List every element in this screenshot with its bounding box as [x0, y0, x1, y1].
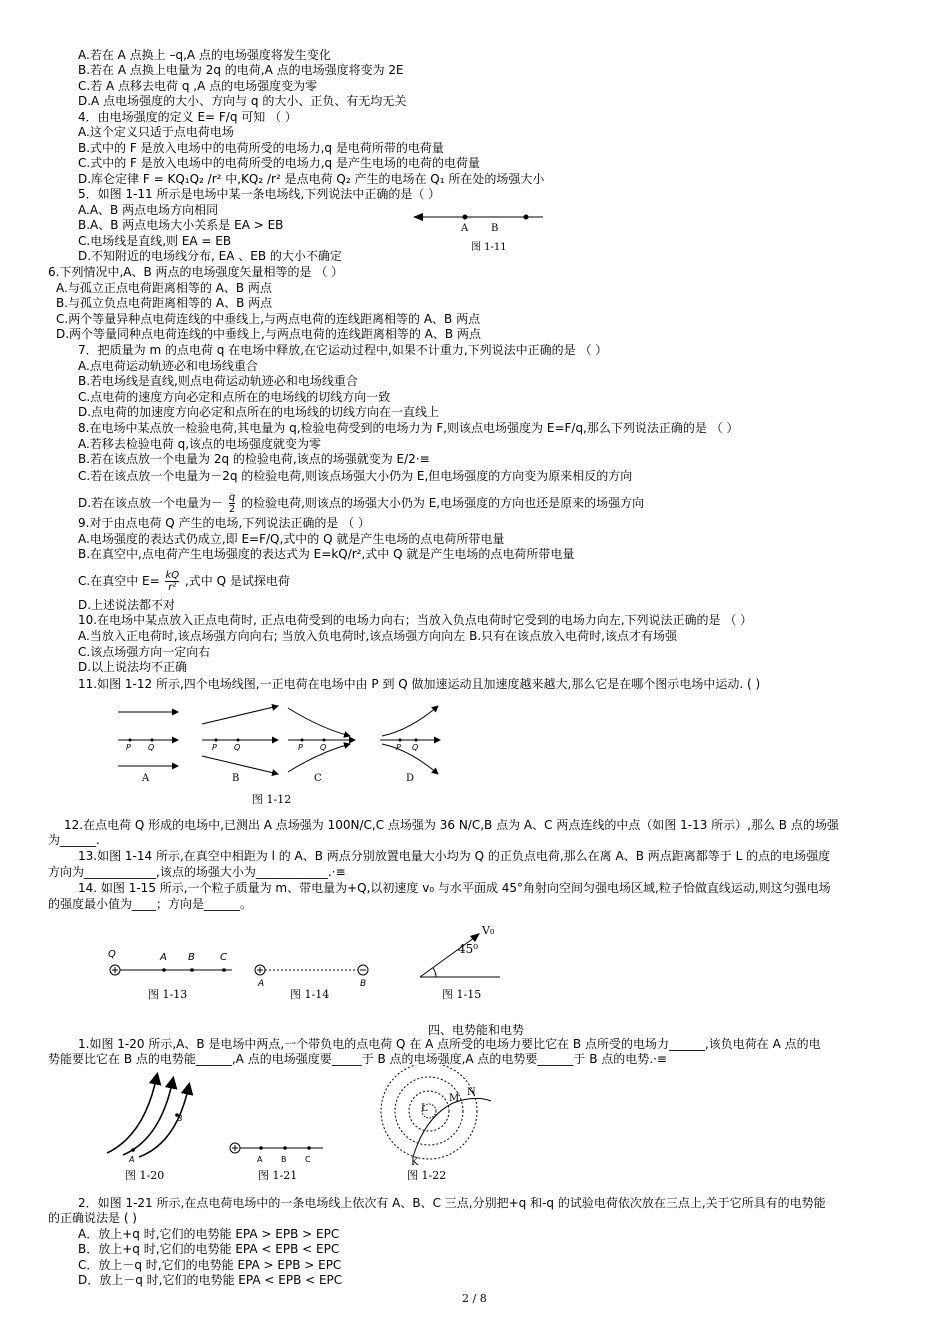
q9-option-a: A.电场强度的表达式仍成立,即 E=F/Q,式中的 Q 就是产生电场的点电荷所带电量 — [78, 532, 505, 546]
fig-1-22-k: K — [411, 1157, 419, 1168]
figures-1-13-to-1-15 — [100, 920, 520, 1005]
q14-stem-cont: 的强度最小值为____；方向是______。 — [48, 897, 253, 911]
fig-1-11-caption: 图 1-11 — [471, 242, 507, 253]
fraction-q-over-2 — [229, 492, 235, 515]
q9-option-c-prefix: C.在真空中 E= — [78, 574, 160, 588]
q6-option-b: B.与孤立负点电荷距离相等的 A、B 两点 — [56, 296, 273, 310]
q12-stem-cont: 为______. — [48, 833, 100, 847]
fig-1-12-c-p: P — [298, 743, 303, 752]
fig-1-12-option-c — [288, 708, 355, 784]
q7-stem: 7．把质量为 m 的点电荷 q 在电场中释放,在它运动过程中,如果不计重力,下列说法中正确的是 （ ） — [78, 343, 608, 357]
s4-q2-option-b: B．放上+q 时,它们的电势能 EPA < EPB < EPC — [78, 1242, 340, 1256]
q5-stem: 5．如图 1-11 所示是电场中某一条电场线,下列说法中正确的是（ ） — [78, 187, 441, 201]
q3-option-a: A.若在 A 点换上 –q,A 点的电场强度将发生变化 — [78, 48, 331, 62]
q7-option-a: A.点电荷运动轨迹必和电场线重合 — [78, 359, 258, 373]
fig-1-12-label-d: D — [406, 773, 415, 784]
q8-option-d — [78, 492, 644, 515]
fig-1-22-m: M — [449, 1093, 460, 1104]
fig-1-12-option-b — [202, 706, 278, 784]
figure-1-20 — [107, 1075, 189, 1182]
fig-1-12-d-q: Q — [412, 743, 419, 752]
figure-1-12 — [110, 700, 460, 812]
q6-option-c: C.两个等量异种点电荷连线的中垂线上,与两点电荷的连线距离相等的 A、B 两点 — [56, 312, 481, 326]
fig-1-12-a-p: P — [126, 743, 131, 752]
figure-1-13 — [108, 949, 232, 1001]
q13-stem-cont: 方向为____________,该点的场强大小为____________.·≡ — [48, 865, 346, 879]
figure-1-22 — [381, 1065, 491, 1182]
q13-stem: 13.如图 1-14 所示,在真空中相距为 l 的 A、B 两点分别放置电量大小均为 Q 的正负点电荷,那么在离 A、B 两点距离都等于 L 的点的电场强度 — [78, 849, 831, 863]
fig-1-12-c-q: Q — [320, 743, 327, 752]
q7-option-b: B.若电场线是直线,则点电荷运动轨迹必和电场线重合 — [78, 374, 358, 388]
fig-1-14-b: B — [360, 979, 367, 989]
fig-1-11-label-b: B — [491, 223, 499, 234]
q4-option-b: B.式中的 F 是放入电场中的电荷所受的电场力,q 是电荷所带的电荷量 — [78, 141, 444, 155]
q3-option-d: D.A 点电场强度的大小、方向与 q 的大小、正负、有无均无关 — [78, 94, 407, 108]
fraction-denominator: r² — [168, 582, 177, 593]
fig-1-13-a: A — [160, 952, 167, 963]
figures-1-20-to-1-22 — [95, 1065, 515, 1187]
figure-1-14 — [255, 965, 368, 1001]
q6-stem: 6.下列情况中,A、B 两点的电场强度矢量相等的是 （ ） — [48, 265, 344, 279]
q9-option-c-suffix: ,式中 Q 是试探电荷 — [184, 574, 290, 588]
fig-1-12-a-q: Q — [148, 743, 155, 752]
q4-option-a: A.这个定义只适于点电荷电场 — [78, 125, 234, 139]
fig-1-21-b: B — [281, 1155, 287, 1164]
fig-1-15-angle: 45⁰ — [458, 942, 479, 956]
fig-1-13-caption: 图 1-13 — [148, 988, 188, 1001]
fig-1-21-c: C — [305, 1155, 311, 1164]
q10-stem: 10.在电场中某点放入正点电荷时, 正点电荷受到的电场力向右；当放入负点电荷时它受到的电场力向左,下列说法正确的是 （ ） — [78, 613, 753, 627]
q3-option-c: C.若 A 点移去电荷 q ,A 点的电场强度变为零 — [78, 79, 318, 93]
s4-q2-stem-cont: 的正确说法是 ( ) — [48, 1211, 137, 1225]
q5-option-d: D.不知附近的电场线分布, EA 、EB 的大小不确定 — [78, 249, 342, 263]
fig-1-22-caption: 图 1-22 — [407, 1169, 447, 1182]
fig-1-12-label-a: A — [142, 773, 150, 784]
fig-1-12-b-q: Q — [234, 743, 241, 752]
q6-option-a: A.与孤立正点电荷距离相等的 A、B 两点 — [56, 281, 272, 295]
fraction-numerator: q — [228, 492, 236, 503]
fig-1-21-a: A — [257, 1155, 263, 1164]
fig-1-13-c: C — [220, 952, 227, 963]
fig-1-13-q: Q — [108, 949, 116, 960]
fig-1-13-b: B — [188, 952, 195, 963]
q8-stem: 8.在电场中某点放一检验电荷,其电量为 q,检验电荷受到的电场力为 F,则该点电场强度为 E=F/q,那么下列说法正确的是 （ ） — [78, 421, 739, 435]
fig-1-12-d-p: P — [396, 743, 401, 752]
s4-q1-stem: 1.如图 1-20 所示,A、B 是电场中两点,一个带负电的点电荷 Q 在 A 点所受的电场力要比它在 B 点所受的电场力______,该负电荷在 A 点的电 — [78, 1037, 821, 1051]
fig-1-12-option-d — [380, 706, 440, 784]
fig-1-20-caption: 图 1-20 — [125, 1169, 165, 1182]
fig-1-12-label-c: C — [314, 773, 322, 784]
q10-options-ab: A.当放入正电荷时,该点场强方向向右; 当放入负电荷时,该点场强方向向左 B.只有在该点放入电荷时,该点才有场强 — [78, 629, 677, 643]
fig-1-15-caption: 图 1-15 — [442, 988, 482, 1001]
fraction-denominator: 2 — [228, 504, 236, 515]
q10-option-d: D.以上说法均不正确 — [78, 660, 188, 674]
q5-option-a: A.A、B 两点电场方向相同 — [78, 203, 219, 217]
q7-option-d: D.点电荷的加速度方向必定和点所在的电场线的切线方向在一直线上 — [78, 405, 440, 419]
q5-option-c: C.电场线是直线,则 EA = EB — [78, 234, 232, 248]
fig-1-22-l: L — [421, 1103, 428, 1114]
fig-1-15-v0: V₀ — [482, 924, 495, 937]
q10-option-c: C.该点场强方向一定向右 — [78, 645, 211, 659]
fig-1-22-n: N — [467, 1087, 476, 1098]
q12-stem: 12.在点电荷 Q 形成的电场中,已测出 A 点场强为 100N/C,C 点场强为 36 N/C,B 点为 A、C 两点连线的中点（如图 1-13 所示）,那么 B 点的场强 — [64, 818, 839, 832]
q8-option-a: A.若移去检验电荷 q,该点的电场强度就变为零 — [78, 437, 322, 451]
fig-1-12-caption: 图 1-12 — [252, 793, 292, 806]
q8-option-b: B.若在该点放一个电量为 2q 的检验电荷,该点的场强就变为 E/2·≡ — [78, 452, 430, 466]
fig-1-12-label-b: B — [232, 773, 240, 784]
fraction-numerator: kQ — [165, 570, 180, 581]
fig-1-14-caption: 图 1-14 — [290, 988, 330, 1001]
fig-1-12-option-a — [118, 712, 178, 784]
fig-1-12-b-p: P — [212, 743, 217, 752]
figure-1-11 — [405, 205, 555, 260]
q6-option-d: D.两个等量同种点电荷连线的中垂线上,与两点电荷的连线距离相等的 A、B 两点 — [56, 327, 481, 341]
s4-q2-stem: 2．如图 1-21 所示,在点电荷电场中的一条电场线上依次有 A、B、C 三点,分别把+q 和-q 的试验电荷依次放在三点上,关于它所具有的电势能 — [78, 1196, 826, 1210]
fraction-kq-over-r2 — [165, 570, 179, 593]
q9-option-b: B.在真空中,点电荷产生电场强度的表达式为 E=kQ/r²,式中 Q 就是产生电场的点电荷所带电量 — [78, 547, 575, 561]
q9-stem: 9.对于由点电荷 Q 产生的电场,下列说法正确的是 （ ） — [78, 516, 370, 530]
q9-option-c — [78, 570, 290, 593]
q4-option-c: C.式中的 F 是放入电场中的电荷所受的电场力,q 是产生电场的电荷的电荷量 — [78, 156, 480, 170]
q8-option-d-suffix: 的检验电荷,则该点的场强大小仍为 E,电场强度的方向也还是原来的场强方向 — [241, 496, 645, 510]
s4-q2-option-d: D．放上－q 时,它们的电势能 EPA < EPB < EPC — [78, 1273, 343, 1287]
fig-1-20-b: B — [177, 1114, 183, 1123]
section-title: 四、电势能和电势 — [428, 1023, 525, 1037]
q8-option-c: C.若在该点放一个电量为－2q 的检验电荷,则该点场强大小仍为 E,但电场强度的方向变为原来相反的方向 — [78, 469, 633, 483]
fig-1-11-label-a: A — [461, 223, 469, 234]
q11-stem: 11.如图 1-12 所示,四个电场线图,一正电荷在电场中由 P 到 Q 做加速运动且加速度越来越大,那么它是在哪个图示电场中运动. ( ) — [78, 677, 761, 691]
q4-stem: 4．由电场强度的定义 E= F/q 可知 （ ） — [78, 110, 297, 124]
q8-option-d-prefix: D.若在该点放一个电量为－ — [78, 496, 224, 510]
s4-q2-option-a: A．放上+q 时,它们的电势能 EPA > EPB > EPC — [78, 1227, 340, 1241]
q7-option-c: C.点电荷的速度方向必定和点所在的电场线的切线方向一致 — [78, 390, 391, 404]
figure-1-15 — [420, 924, 500, 1001]
page-number: 2 / 8 — [462, 1292, 487, 1305]
q14-stem: 14. 如图 1-15 所示,一个粒子质量为 m、带电量为+Q,以初速度 v₀ 与水平面成 45°角射向空间匀强电场区域,粒子恰做直线运动,则这匀强电场 — [78, 881, 831, 895]
q4-option-d: D.库仑定律 F = KQ₁Q₂ /r² 中,KQ₂ /r² 是点电荷 Q₂ 产生的电场在 Q₁ 所在处的场强大小 — [78, 172, 545, 186]
fig-1-20-a: A — [129, 1155, 135, 1164]
fig-1-21-caption: 图 1-21 — [258, 1169, 298, 1182]
s4-q1-stem-cont: 势能要比它在 B 点的电势能______,A 点的电场强度要_____于 B 点的电场强度,A 点的电势要______于 B 点的电势.·≡ — [48, 1052, 667, 1066]
q5-option-b: B.A、B 两点电场大小关系是 EA > EB — [78, 218, 284, 232]
s4-q2-option-c: C．放上－q 时,它们的电势能 EPA > EPB > EPC — [78, 1258, 342, 1272]
q9-option-d: D.上述说法都不对 — [78, 598, 176, 612]
fig-1-14-a: A — [258, 979, 265, 989]
figure-1-21 — [230, 1143, 323, 1182]
q3-option-b: B.若在 A 点换上电量为 2q 的电荷,A 点的电场强度将变为 2E — [78, 63, 404, 77]
